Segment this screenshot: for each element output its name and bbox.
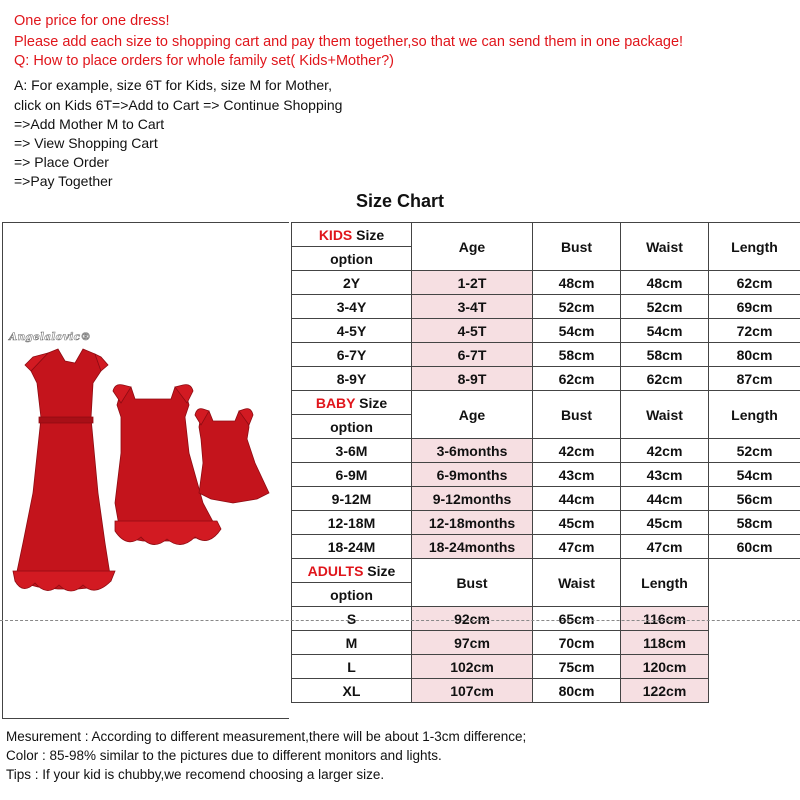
adults-label: ADULTS xyxy=(307,562,364,579)
length-cell: 116cm xyxy=(621,607,709,631)
size-cell: 9-12M xyxy=(292,487,412,511)
size-label: Size xyxy=(363,562,396,579)
size-cell: 6-7Y xyxy=(292,343,412,367)
kids-label: KIDS xyxy=(318,226,353,243)
table-row xyxy=(292,463,800,487)
bust-cell: 47cm xyxy=(533,535,621,559)
age-cell: 8-9T xyxy=(412,367,533,391)
empty-cell xyxy=(709,559,800,607)
size-cell: 8-9Y xyxy=(292,367,412,391)
table-row xyxy=(292,391,800,415)
promo-line-one-price: One price for one dress! xyxy=(14,13,170,29)
size-cell: 12-18M xyxy=(292,511,412,535)
column-header-age: Age xyxy=(412,223,533,271)
table-row xyxy=(292,535,800,559)
waist-cell: 52cm xyxy=(621,295,709,319)
waist-cell: 70cm xyxy=(533,631,621,655)
option-label: option xyxy=(292,583,412,607)
product-photo xyxy=(2,222,289,719)
option-label: option xyxy=(292,415,412,439)
waist-cell: 62cm xyxy=(621,367,709,391)
size-cell: L xyxy=(292,655,412,679)
age-cell: 9-12months xyxy=(412,487,533,511)
column-header-waist: Waist xyxy=(621,391,709,439)
size-cell: 4-5Y xyxy=(292,319,412,343)
age-cell: 6-9months xyxy=(412,463,533,487)
column-header-length: Length xyxy=(621,559,709,607)
instruction-line: =>Pay Together xyxy=(14,173,113,189)
bust-cell: 102cm xyxy=(412,655,533,679)
age-cell: 18-24months xyxy=(412,535,533,559)
bust-cell: 97cm xyxy=(412,631,533,655)
baby-section-label xyxy=(292,391,412,415)
size-chart-table xyxy=(291,222,800,703)
length-cell: 122cm xyxy=(621,679,709,703)
table-row xyxy=(292,487,800,511)
dashed-divider xyxy=(0,620,800,621)
bust-cell: 58cm xyxy=(533,343,621,367)
waist-cell: 48cm xyxy=(621,271,709,295)
baby-dress xyxy=(195,409,269,503)
size-label: Size xyxy=(355,394,388,411)
empty-cell xyxy=(709,631,800,655)
bust-cell: 92cm xyxy=(412,607,533,631)
bust-cell: 54cm xyxy=(533,319,621,343)
bust-cell: 62cm xyxy=(533,367,621,391)
table-row xyxy=(292,439,800,463)
size-cell: 6-9M xyxy=(292,463,412,487)
size-cell: M xyxy=(292,631,412,655)
column-header-length: Length xyxy=(709,391,800,439)
faq-question: Q: How to place orders for whole family set( Kids+Mother?) xyxy=(14,53,394,69)
waist-cell: 44cm xyxy=(621,487,709,511)
column-header-bust: Bust xyxy=(533,223,621,271)
size-chart-title: Size Chart xyxy=(355,191,445,211)
bust-cell: 52cm xyxy=(533,295,621,319)
bust-cell: 45cm xyxy=(533,511,621,535)
age-cell: 3-6months xyxy=(412,439,533,463)
length-cell: 69cm xyxy=(709,295,800,319)
tips-note: Tips : If your kid is chubby,we recomend choosing a larger size. xyxy=(6,767,385,782)
color-note: Color : 85-98% similar to the pictures due to different monitors and lights. xyxy=(6,748,442,763)
brand-logo: Angelalovic® xyxy=(9,331,92,343)
empty-cell xyxy=(709,655,800,679)
age-cell: 4-5T xyxy=(412,319,533,343)
length-cell: 60cm xyxy=(709,535,800,559)
age-cell: 6-7T xyxy=(412,343,533,367)
kids-section-label xyxy=(292,223,412,247)
option-label: option xyxy=(292,247,412,271)
waist-cell: 45cm xyxy=(621,511,709,535)
bust-cell: 44cm xyxy=(533,487,621,511)
waist-cell: 58cm xyxy=(621,343,709,367)
bust-cell: 107cm xyxy=(412,679,533,703)
age-cell: 1-2T xyxy=(412,271,533,295)
length-cell: 80cm xyxy=(709,343,800,367)
instruction-line: =>Add Mother M to Cart xyxy=(14,116,165,132)
age-cell: 12-18months xyxy=(412,511,533,535)
length-cell: 54cm xyxy=(709,463,800,487)
length-cell: 62cm xyxy=(709,271,800,295)
size-cell: XL xyxy=(292,679,412,703)
table-row xyxy=(292,607,800,631)
size-label: Size xyxy=(352,226,385,243)
size-cell: S xyxy=(292,607,412,631)
table-row xyxy=(292,559,800,583)
waist-cell: 80cm xyxy=(533,679,621,703)
table-row xyxy=(292,271,800,295)
length-cell: 120cm xyxy=(621,655,709,679)
table-row xyxy=(292,631,800,655)
column-header-bust: Bust xyxy=(533,391,621,439)
size-cell: 18-24M xyxy=(292,535,412,559)
measurement-note: Mesurement : According to different measurement,there will be about 1-3cm difference; xyxy=(6,729,527,744)
table-row xyxy=(292,367,800,391)
size-cell: 2Y xyxy=(292,271,412,295)
column-header-age: Age xyxy=(412,391,533,439)
column-header-bust: Bust xyxy=(412,559,533,607)
column-header-length: Length xyxy=(709,223,800,271)
instruction-line: => Place Order xyxy=(14,154,109,170)
table-row xyxy=(292,223,800,247)
length-cell: 118cm xyxy=(621,631,709,655)
family-dresses-image xyxy=(3,343,289,613)
waist-cell: 42cm xyxy=(621,439,709,463)
size-cell: 3-6M xyxy=(292,439,412,463)
table-row xyxy=(292,343,800,367)
length-cell: 58cm xyxy=(709,511,800,535)
age-cell: 3-4T xyxy=(412,295,533,319)
column-header-waist: Waist xyxy=(533,559,621,607)
waist-cell: 47cm xyxy=(621,535,709,559)
table-row xyxy=(292,679,800,703)
bust-cell: 42cm xyxy=(533,439,621,463)
instruction-line: => View Shopping Cart xyxy=(14,135,158,151)
length-cell: 87cm xyxy=(709,367,800,391)
instruction-line: A: For example, size 6T for Kids, size M for Mother, xyxy=(14,77,332,93)
empty-cell xyxy=(709,607,800,631)
instruction-line: click on Kids 6T=>Add to Cart => Continue Shopping xyxy=(14,97,343,113)
length-cell: 56cm xyxy=(709,487,800,511)
length-cell: 72cm xyxy=(709,319,800,343)
adults-section-label xyxy=(292,559,412,583)
waist-cell: 75cm xyxy=(533,655,621,679)
empty-cell xyxy=(709,679,800,703)
promo-line-add-each-size: Please add each size to shopping cart and pay them together,so that we can send them in one package! xyxy=(14,34,684,50)
length-cell: 52cm xyxy=(709,439,800,463)
bust-cell: 43cm xyxy=(533,463,621,487)
size-cell: 3-4Y xyxy=(292,295,412,319)
table-row xyxy=(292,655,800,679)
waist-cell: 54cm xyxy=(621,319,709,343)
table-row xyxy=(292,295,800,319)
waist-cell: 43cm xyxy=(621,463,709,487)
table-row xyxy=(292,319,800,343)
table-row xyxy=(292,511,800,535)
baby-label: BABY xyxy=(315,394,356,411)
column-header-waist: Waist xyxy=(621,223,709,271)
waist-cell: 65cm xyxy=(533,607,621,631)
mother-dress xyxy=(13,349,115,591)
bust-cell: 48cm xyxy=(533,271,621,295)
